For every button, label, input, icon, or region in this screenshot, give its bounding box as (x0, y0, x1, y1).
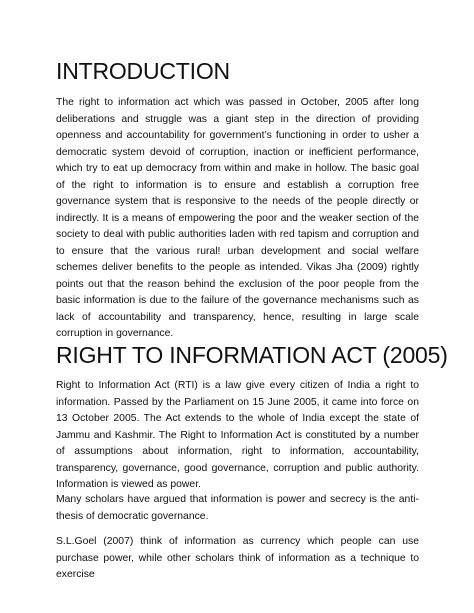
rti-act-paragraph-3: S.L.Goel (2007) think of information as currency which people can use purchase power, while other scholars think of information as a technique to exercise (56, 536, 419, 580)
rti-act-paragraph-2: Many scholars have argued that information is power and secrecy is the anti-thesis of democratic governance. (56, 494, 419, 522)
introduction-heading: INTRODUCTION (56, 58, 230, 84)
rti-act-heading: RIGHT TO INFORMATION ACT (2005) (56, 342, 448, 368)
introduction-paragraph: The right to information act which was passed in October, 2005 after long deliberations and struggle was a giant step in the direction of providing openness and accountability for government’s functioning in order to usher a democratic system devoid of corruption, inaction or inefficient performance, which try to eat up democracy from within and make in hollow. The basic goal of the right to information is to ensure and establish a corruption free governance system that is responsive to the needs of the people directly or indirectly. It is a means of empowering the poor and the weaker section of the society to deal with public authorities laden with red tapism and corruption and to ensure that the various rural! urban development and social welfare schemes deliver benefits to the people as intended. Vikas Jha (2009) rightly points out that the reason behind the exclusion of the poor people from the basic information is due to the failure of the governance mechanisms such as lack of accountability and transparency, hence, resulting in large scale corruption in governance. (56, 97, 419, 339)
rti-act-paragraph-1: Right to Information Act (RTI) is a law give every citizen of India a right to information. Passed by the Parliament on 15 June 2005, it came into force on 13 October 2005. The Act extends to the whole of India except the state of Jammu and Kashmir. The Right to Information Act is constituted by a number of assumptions about information, right to information, accountability, transparency, governance, good governance, corruption and public authority. Information is viewed as power. (56, 380, 419, 490)
